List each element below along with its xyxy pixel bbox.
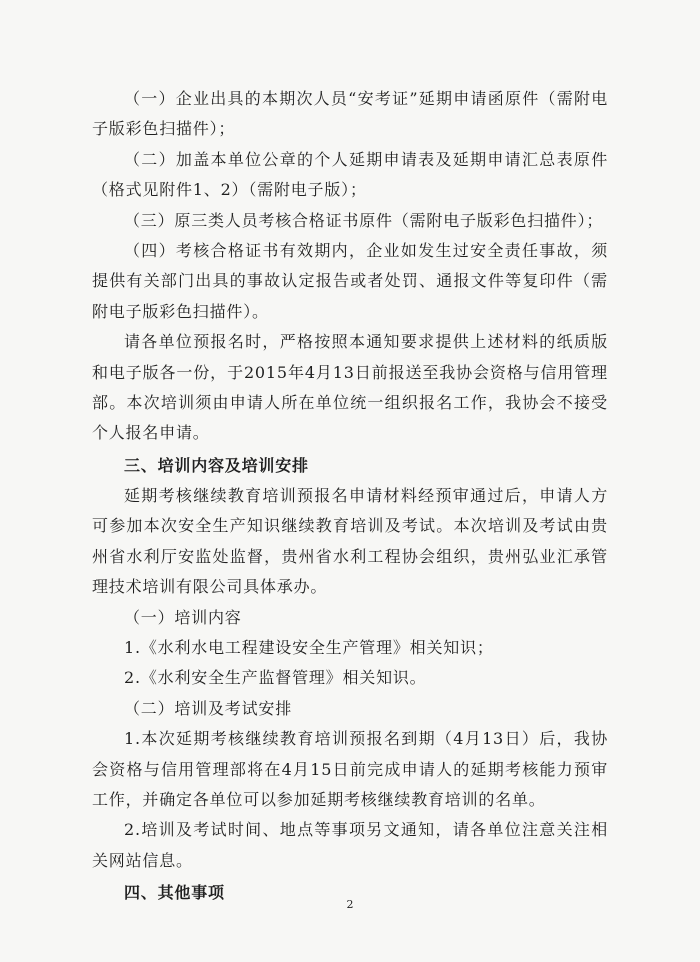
material-item-4: （四）考核合格证书有效期内，企业如发生过安全责任事故，须提供有关部门出具的事故认定报告或者处罚、通报文件等复印件（需附电子版彩色扫描件）。 bbox=[92, 240, 608, 321]
training-schedule-item-2: 2.培训及考试时间、地点等事项另文通知，请各单位注意关注相关网站信息。 bbox=[92, 820, 608, 870]
training-content-item-2: 2.《水利安全生产监督管理》相关知识。 bbox=[124, 668, 427, 688]
material-item-1: （一）企业出具的本期次人员“安考证”延期申请函原件（需附电子版彩色扫描件）； bbox=[92, 89, 608, 139]
training-content-item-1: 1.《水利水电工程建设安全生产管理》相关知识； bbox=[124, 638, 494, 658]
material-item-3: （三）原三类人员考核合格证书原件（需附电子版彩色扫描件）； bbox=[124, 210, 604, 230]
page-number: 2 bbox=[346, 898, 354, 911]
training-content-title: （一）培训内容 bbox=[124, 607, 242, 627]
document-body bbox=[92, 84, 608, 909]
section-3-intro: 延期考核继续教育培训预报名申请材料经预审通过后，申请人方可参加本次安全生产知识继续教育培训及考试。本次培训及考试由贵州省水利厅安监处监督，贵州省水利工程协会组织，贵州弘业汇承管理技术培训有限公司具体承办。 bbox=[92, 486, 608, 597]
material-item-2: （二）加盖本单位公章的个人延期申请表及延期申请汇总表原件（格式见附件1、2）（需附电子版）； bbox=[92, 149, 608, 200]
section-3-heading: 三、培训内容及培训安排 bbox=[124, 455, 309, 475]
section-4-heading: 四、其他事项 bbox=[124, 883, 225, 903]
training-schedule-title: （二）培训及考试安排 bbox=[124, 698, 293, 718]
training-schedule-item-1: 1.本次延期考核继续教育培训预报名到期（4月13日）后，我协会资格与信用管理部将在4月15日前完成申请人的延期考核能力预审工作，并确定各单位可以参加延期考核继续教育培训的名单。 bbox=[92, 729, 608, 809]
submission-instructions: 请各单位预报名时，严格按照本通知要求提供上述材料的纸质版和电子版各一份，于2015年4月13日前报送至我协会资格与信用管理部。本次培训须由申请人所在单位统一组织报名工作，我协会不接受个人报名申请。 bbox=[92, 332, 608, 443]
